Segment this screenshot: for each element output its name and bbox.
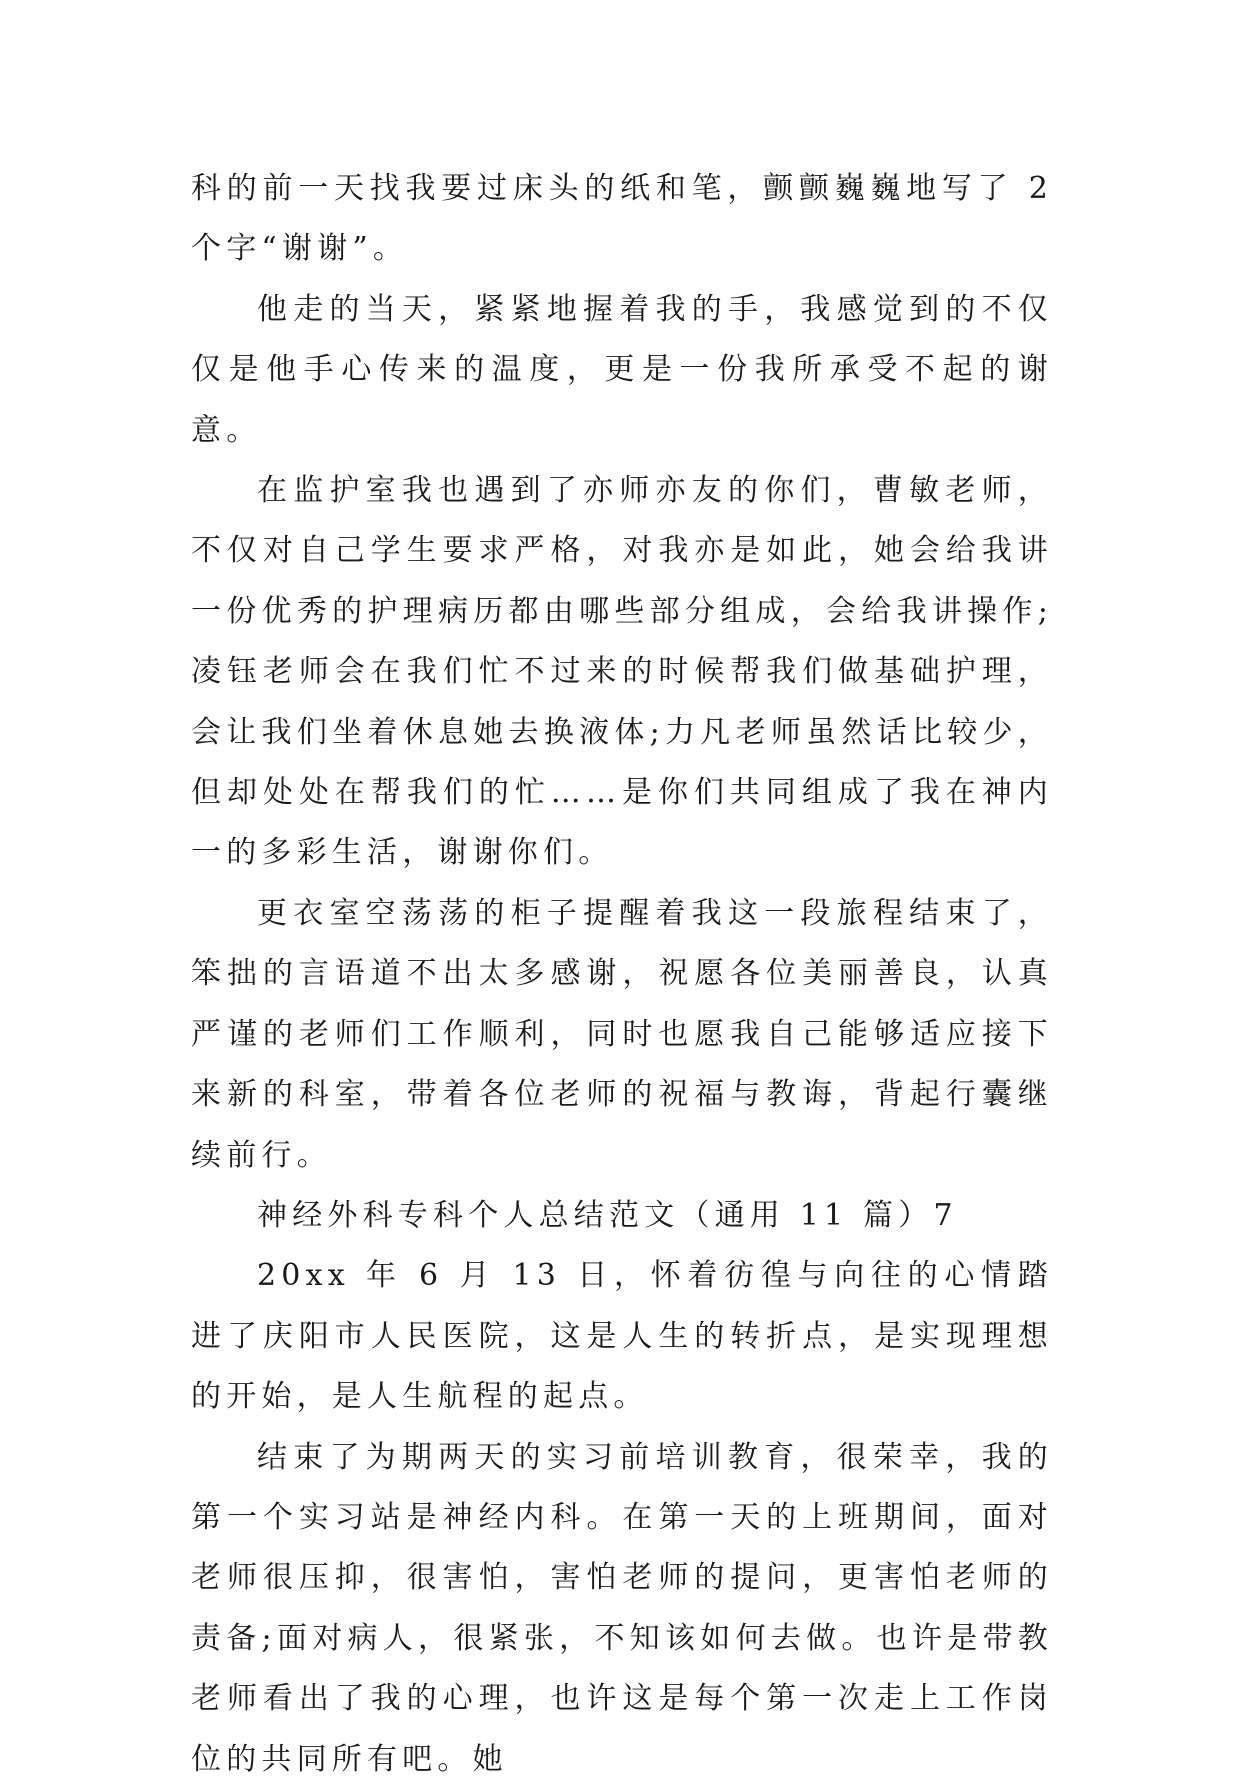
- paragraph: 科的前一天找我要过床头的纸和笔，颤颤巍巍地写了 2 个字“谢谢”。: [191, 171, 1053, 267]
- document-body: [191, 159, 1053, 1790]
- paragraph: 结束了为期两天的实习前培训教育，很荣幸，我的第一个实习站是神经内科。在第一天的上班期间，面对老师很压抑，很害怕，害怕老师的提问，更害怕老师的责备;面对病人，很紧张，不知该如何去做。也许是带教老师看出了我的心理，也许这是每个第一次走上工作岗位的共同所有吧。她: [191, 1439, 1053, 1777]
- paragraph: 更衣室空荡荡的柜子提醒着我这一段旅程结束了，笨拙的言语道不出太多感谢，祝愿各位美丽善良，认真严谨的老师们工作顺利，同时也愿我自己能够适应接下来新的科室，带着各位老师的祝福与教诲，背起行囊继续前行。: [191, 895, 1053, 1173]
- paragraph: 他走的当天，紧紧地握着我的手，我感觉到的不仅仅是他手心传来的温度，更是一份我所承受不起的谢意。: [191, 291, 1053, 448]
- paragraph: 20xx 年 6 月 13 日，怀着彷徨与向往的心情踏进了庆阳市人民医院，这是人生的转折点，是实现理想的开始，是人生航程的起点。: [191, 1258, 1053, 1415]
- paragraph: 在监护室我也遇到了亦师亦友的你们，曹敏老师，不仅对自己学生要求严格，对我亦是如此，她会给我讲一份优秀的护理病历都由哪些部分组成，会给我讲操作;凌钰老师会在我们忙不过来的时候帮我们做基础护理，会让我们坐着休息她去换液体;力凡老师虽然话比较少，但却处处在帮我们的忙……是你们共同组成了我在神内一的多彩生活，谢谢你们。: [191, 473, 1053, 871]
- section-heading: 神经外科专科个人总结范文（通用 11 篇）7: [257, 1197, 958, 1233]
